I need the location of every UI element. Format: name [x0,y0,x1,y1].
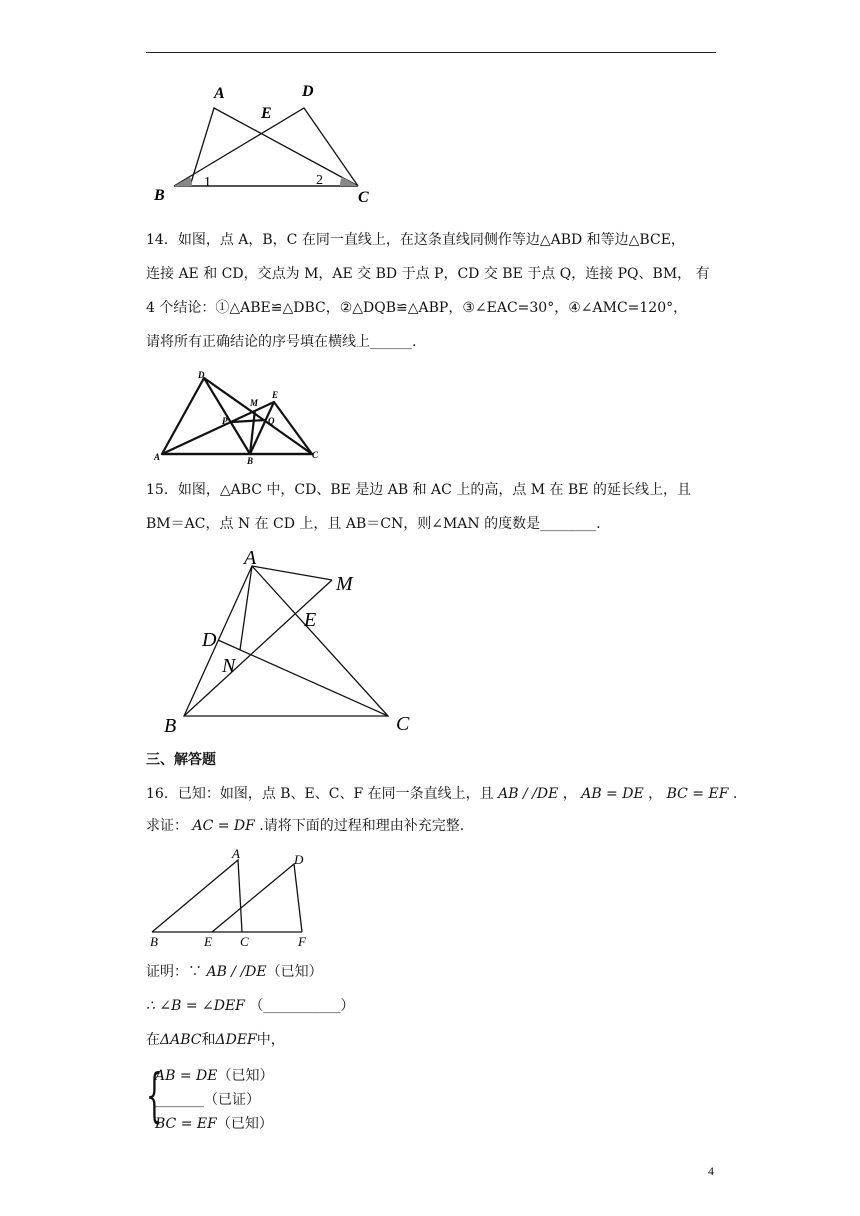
proof-reason: （已知） [266,964,323,980]
segment-cd [204,378,312,454]
label-n: N [222,655,236,677]
page-number: 4 [708,1164,714,1178]
q16-line-2 [146,816,464,836]
math-ab-parallel-de: AB / /DE [206,964,267,980]
system-line-1 [155,1066,273,1086]
math-triangle-abc: ΔABC [160,1032,202,1048]
q14-line-3: 4 个结论：①△ABE≌△DBC，②△DQB≌△ABP，③∠EAC=30°，④∠AMC=120°， [146,300,688,316]
math-ab-eq-de: AB = DE [155,1068,218,1084]
label-e: E [304,609,317,631]
figure-q13 [146,78,406,208]
label-c: C [358,189,369,206]
label-e: E [272,390,279,400]
system-line-3 [155,1114,273,1134]
label-p: P [222,416,228,426]
math-angle-b-eq-def: ∴ ∠B = ∠DEF [146,998,245,1014]
system-brace: { [146,1061,163,1129]
proof-line-3 [146,1030,285,1050]
label-b: B [164,715,177,736]
label-a: A [154,452,161,462]
label-d: D [202,629,217,651]
math-triangle-def: ΔDEF [215,1032,257,1048]
proof-line-1 [146,962,323,982]
system-reason: （已证） [204,1092,260,1108]
label-angle-1: 1 [204,175,211,190]
label-c: C [396,713,410,735]
math-ac-eq-df: AC = DF [192,818,255,834]
label-a: A [244,547,257,569]
separator: ， [643,786,667,802]
separator: ， [558,786,582,802]
proof-line-3-prefix: 在 [146,1032,160,1048]
q16-line-2-suffix: .请将下面的过程和理由补充完整. [254,818,465,834]
system-reason: （已知） [217,1068,274,1084]
math-bc-eq-ef: BC = EF [666,786,729,802]
segment-ae [162,402,274,454]
segment-am [252,566,332,580]
proof-line-3-suffix: 中， [256,1032,285,1048]
label-a: A [232,846,240,861]
q14-line-4: 请将所有正确结论的序号填在横线上______. [146,334,417,350]
triangle-abc [152,860,242,932]
figure-q15 [160,546,420,736]
label-b: B [247,456,254,464]
label-c: C [312,450,319,460]
label-q: Q [268,416,275,426]
proof-line-1-prefix: 证明：∵ [146,964,207,980]
header-rule [146,52,716,53]
label-e: E [261,105,272,122]
triangle-def [212,864,302,932]
label-f: F [298,934,306,949]
proof-line-2 [146,996,354,1016]
segment-cd [218,640,388,716]
math-bc-eq-ef: BC = EF [155,1116,217,1132]
label-b: B [154,187,165,204]
label-d: D [294,852,304,867]
label-d: D [302,83,314,100]
section-title: 三、解答题 [146,752,216,768]
q16-line-1 [146,784,737,804]
math-ab-eq-de: AB = DE [581,786,644,802]
triangle-abc [190,108,358,186]
angle-1-mark [174,177,192,186]
system-line-2 [155,1090,260,1110]
label-e: E [204,934,212,949]
triangle-abd [162,378,250,454]
q16-line-1-prefix: 16．已知：如图，点 B、E、C、F 在同一条直线上，且 [146,786,499,802]
proof-line-3-mid: 和 [201,1032,216,1048]
q15-line-2: BM＝AC，点 N 在 CD 上，且 AB＝CN，则∠MAN 的度数是________. [146,516,601,532]
label-c: C [240,934,249,949]
label-m: M [336,573,353,595]
figure-q16 [146,846,326,950]
q15-line-1: 15．如图，△ABC 中，CD、BE 是边 AB 和 AC 上的高，点 M 在 BE 的延长线上，且 [146,482,691,498]
system-blank: _______ [155,1092,204,1108]
period: . [728,786,738,802]
label-m: M [250,398,259,408]
q14-line-2: 连接 AE 和 CD，交点为 M，AE 交 BD 于点 P，CD 交 BE 于点 Q，连接 PQ、BM， 有 [146,266,710,282]
label-a: A [214,85,225,102]
label-d: D [198,370,205,380]
proof-reason-blank: （___________） [244,998,355,1014]
figure-q14 [150,368,330,464]
label-angle-2: 2 [316,173,323,188]
math-ab-parallel-de: AB / /DE [498,786,559,802]
label-b: B [150,934,158,949]
system-reason: （已知） [216,1116,273,1132]
q14-line-1: 14．如图，点 A，B，C 在同一直线上，在这条直线同侧作等边△ABD 和等边△BCE， [146,232,685,248]
q16-line-2-prefix: 求证： [146,818,193,834]
